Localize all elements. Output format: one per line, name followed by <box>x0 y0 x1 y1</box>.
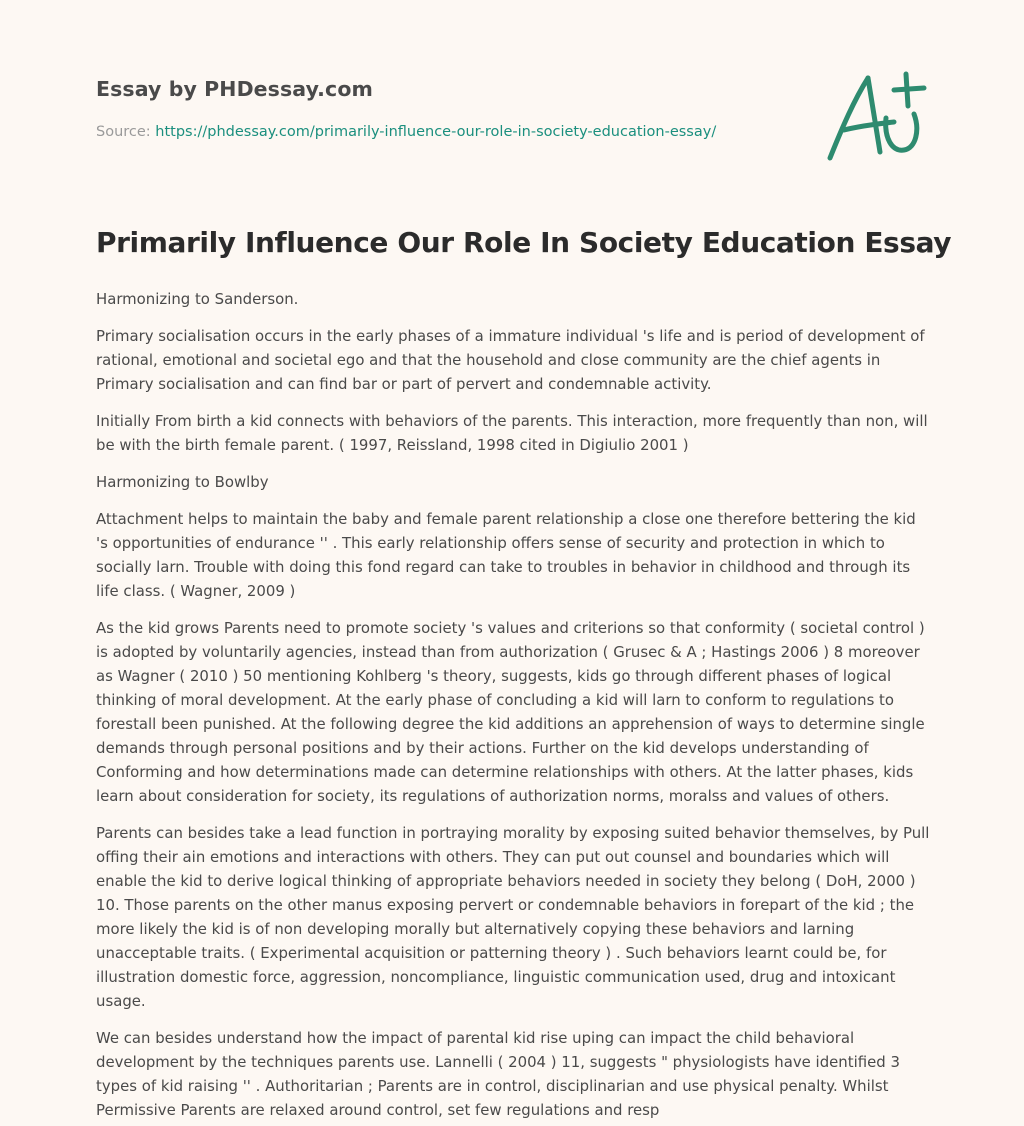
source-label: Source: <box>96 124 151 140</box>
paragraph: We can besides understand how the impact of parental kid rise uping can impact the child behavioral development by the techniques parents use. Lannelli ( 2004 ) 11, suggests " physiologists have identified 3 types of kid raising '' . Authoritarian ; Parents are in control, disciplinarian and use physical penalty. Whilst Permissive Parents are relaxed around control, set few regulations and resp <box>96 1029 900 1119</box>
site-title: Essay by PHDessay.com <box>96 77 373 101</box>
a-plus-logo-icon <box>820 66 930 166</box>
paragraph: Harmonizing to Bowlby <box>96 473 269 491</box>
paragraph: As the kid grows Parents need to promote society 's values and criterions so that conformity ( societal control ) is adopted by voluntarily agencies, instead than from authorization ( Grusec & A ; Hastings 2006 ) 8 moreover as Wagner ( 2010 ) 50 mentioning Kohlberg 's theory, suggests, kids go through different phases of logical thinking of moral development. At the early phase of concluding a kid will larn to conform to regulations to forestall been punished. At the following degree the kid additions an apprehension of ways to determine single demands through personal positions and by their actions. Further on the kid develops understanding of Conforming and how determinations made can determine relationships with others. At the latter phases, kids learn about consideration for society, its regulations of authorization norms, moralss and values of others. <box>96 619 925 805</box>
paragraph: Attachment helps to maintain the baby and female parent relationship a close one therefore bettering the kid 's opportunities of endurance '' . This early relationship offers sense of security and protection in which to socially larn. Trouble with doing this fond regard can take to troubles in behavior in childhood and through its life class. ( Wagner, 2009 ) <box>96 510 916 600</box>
paragraph: Parents can besides take a lead function in portraying morality by exposing suited behavior themselves, by Pull offing their ain emotions and interactions with others. They can put out counsel and boundaries which will enable the kid to derive logical thinking of appropriate behaviors needed in society they belong ( DoH, 2000 ) 10. Those parents on the other manus exposing pervert or condemnable behaviors in forepart of the kid ; the more likely the kid is of non developing morally but alternatively copying these behaviors and larning unacceptable traits. ( Experimental acquisition or patterning theory ) . Such behaviors learnt could be, for illustration domestic force, aggression, noncompliance, linguistic communication used, drug and intoxicant usage. <box>96 824 930 1010</box>
document-title: Primarily Influence Our Role In Society Education Essay <box>96 226 952 259</box>
paragraph: Initially From birth a kid connects with behaviors of the parents. This interaction, more frequently than non, will be with the birth female parent. ( 1997, Reissland, 1998 cited in Digiulio 2001 ) <box>96 412 928 454</box>
paragraph: Primary socialisation occurs in the early phases of a immature individual 's life and is period of development of rational, emotional and societal ego and that the household and close community are the chief agents in Primary socialisation and can find bar or part of pervert and condemnable activity. <box>96 327 925 393</box>
source-link[interactable]: https://phdessay.com/primarily-influence-our-role-in-society-education-essay/ <box>155 124 717 140</box>
essay-body <box>96 287 932 1126</box>
source-line <box>96 124 716 140</box>
paragraph: Harmonizing to Sanderson. <box>96 290 299 308</box>
